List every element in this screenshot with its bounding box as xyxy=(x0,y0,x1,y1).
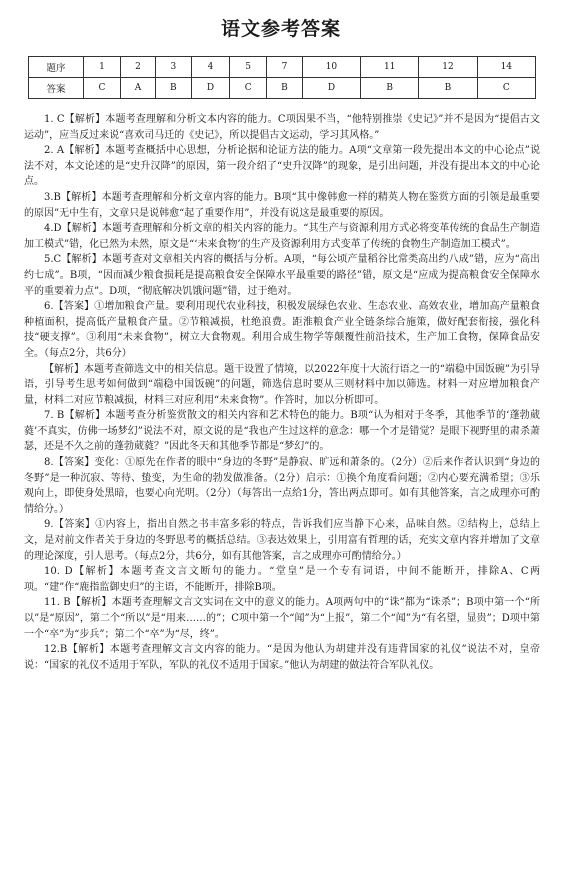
explanation-paragraph: 2. A【解析】本题考查概括中心思想，分析论据和论证方法的能力。A项“文章第一段先提出本文的中心论点”说法不对，本文论述的是“史升汉降”的原因，第一段介绍了“史升汉降”的现象，是引出问题，并没有提出本文的中心论点。 xyxy=(24,145,540,188)
question-number: 12 xyxy=(419,57,477,78)
answer-cell: D xyxy=(302,78,360,99)
explanation-paragraph: 11. B【解析】本题考查理解文言文实词在文中的意义的能力。A项两句中的“诛”都为“诛杀”；B项中第一个“所以”是“原因”，第二个“所以”是“用来……的”；C项中第一个“闻”为“上报”，第二个“闻”为“有名望，显贵”；D项中第一个“卒”为“步兵”；第二个“卒”为“尽，终”。 xyxy=(24,597,540,640)
question-number: 14 xyxy=(477,57,535,78)
page-title: 语文参考答案 xyxy=(220,18,341,40)
answer-cell: B xyxy=(156,78,192,99)
explanation-paragraph: 9.【答案】①内容上，指出自然之书丰富多彩的特点，告诉我们应当静下心来，品味自然。②结构上，总结上文，是对前文作者关于身边的冬野思考的概括总结。③表达效果上，引用富有哲理的话，充实文章内容并增加了文章的理论深度，引人思考。（每点2分，共6分，如有其他答案，言之成理亦可酌情给分。） xyxy=(24,519,540,562)
question-number: 2 xyxy=(120,57,155,78)
explanation-paragraph: 【解析】本题考查筛选文中的相关信息。题干设置了情境，以2022年度十大流行语之一的“端稳中国饭碗”为引导语，引导考生思考如何做到“端稳中国饭碗”的问题，筛选信息时要从三则材料中加以筛选。材料一对应增加粮食产量，材料二对应节粮减损，材料三对应利用“未来食物”。作答时，加以分析即可。 xyxy=(24,363,540,406)
question-number: 11 xyxy=(361,57,419,78)
explanation-paragraph: 1. C【解析】本题考查理解和分析文本内容的能力。C项因果不当，“他特别推崇《史记》”并不是因为“提倡古文运动”，应当反过来说“喜欢司马迁的《史记》，所以提倡古文运动，学习其风格。” xyxy=(24,114,540,141)
explanation-paragraph: 7. B【解析】本题考查分析鉴赏散文的相关内容和艺术特色的能力。B项“认为相对于冬季，其他季节的‘蓬勃葳蕤’不真实，仿佛一场梦幻”说法不对，原文说的是“我也产生过这样的意念：哪一个才是错觉？是眼下视野里的肃杀萧瑟，还是不久之前的蓬勃葳蕤？”因此冬天和其他季节都是“梦幻”的。 xyxy=(24,410,540,453)
answer-explanations xyxy=(24,112,540,673)
question-number: 1 xyxy=(84,57,121,78)
explanation-paragraph: 4.D【解析】本题考查理解和分析文章的相关内容的能力。“其生产与资源利用方式必将变革传统的食品生产制造加工模式”错，化已然为未然，原文是“‘未来食物’的生产及资源利用方式变革了传统的食物生产制造加工模式”。 xyxy=(24,223,540,250)
answer-row xyxy=(29,78,536,99)
answer-cell: B xyxy=(361,78,419,99)
answer-cell: B xyxy=(419,78,477,99)
explanation-paragraph: 6.【答案】①增加粮食产量。要利用现代农业科技，积极发展绿色农业、生态农业、高效农业，增加高产量粮食种植面积，提高低产量粮食产量。②节粮减损，杜绝浪费。距淮粮食产业全链条综合施策，做好配套衔接，强化科技“硬支撑”。③利用“未来食物”，树立大食物观。利用合成生物学等颠覆性前沿技术，生产加工食物，保障食品安全。（每点2分，共6分） xyxy=(24,301,540,359)
answer-cell: C xyxy=(477,78,535,99)
explanation-paragraph: 3.B【解析】本题考查理解和分析文章内容的能力。B项“其中像韩愈一样的精英人物在鉴赏方面的引领是最重要的原因”无中生有，文章只是说韩愈“起了重要作用”，并没有说这是最重要的原因。 xyxy=(24,191,540,219)
answer-cell: D xyxy=(191,78,229,99)
answer-cell: C xyxy=(230,78,267,99)
question-number: 10 xyxy=(302,57,360,78)
question-number: 7 xyxy=(267,57,303,78)
question-number-row xyxy=(29,57,536,78)
explanation-paragraph: 8.【答案】变化：①原先在作者的眼中“身边的冬野”是静寂、旷远和萧条的。（2分）②后来作者认识到“身边的冬野”是一种沉寂、等待、蛰变，为生命的勃发做准备。（2分）启示：①换个角度看问题；②内心要充满希望；③乐观向上，即使身处黑暗，也要心向光明。（2分）（每答出一点给1分，答出两点即可。如有其他答案，言之成理亦可酌情给分。） xyxy=(24,457,540,515)
explanation-paragraph: 10. D【解析】本题考查文言文断句的能力。“堂皇”是一个专有词语，中间不能断开，排除A、C两项。“建”作“鹿指监御史归”的主语，不能断开，排除B项。 xyxy=(24,566,540,593)
row-label: 答案 xyxy=(29,78,84,99)
answer-cell: B xyxy=(267,78,303,99)
explanation-paragraph: 12.B【解析】本题考查理解文言文内容的能力。“是因为他认为胡建并没有违背国家的礼仪”说法不对，皇帝说：“国家的礼仪不适用于军队，军队的礼仪不适用于国家。”他认为胡建的做法符合军队礼仪。 xyxy=(24,644,540,671)
row-label: 题序 xyxy=(29,57,84,78)
question-number: 4 xyxy=(191,57,229,78)
answer-table xyxy=(28,56,536,99)
answer-cell: A xyxy=(120,78,155,99)
answer-cell: C xyxy=(84,78,121,99)
question-number: 3 xyxy=(156,57,192,78)
question-number: 5 xyxy=(230,57,267,78)
explanation-paragraph: 5.C【解析】本题考查对文章相关内容的概括与分析。A项，“每公顷产量稻谷比常类高出约八成”错，应为“高出约七成”。B项，“因而减少粮食损耗是提高粮食安全保障水平最重要的路径”错，原文是“应成为提高粮食安全保障水平的重要着力点”。D项，“彻底解决饥饿问题”错，过于绝对。 xyxy=(24,254,540,297)
